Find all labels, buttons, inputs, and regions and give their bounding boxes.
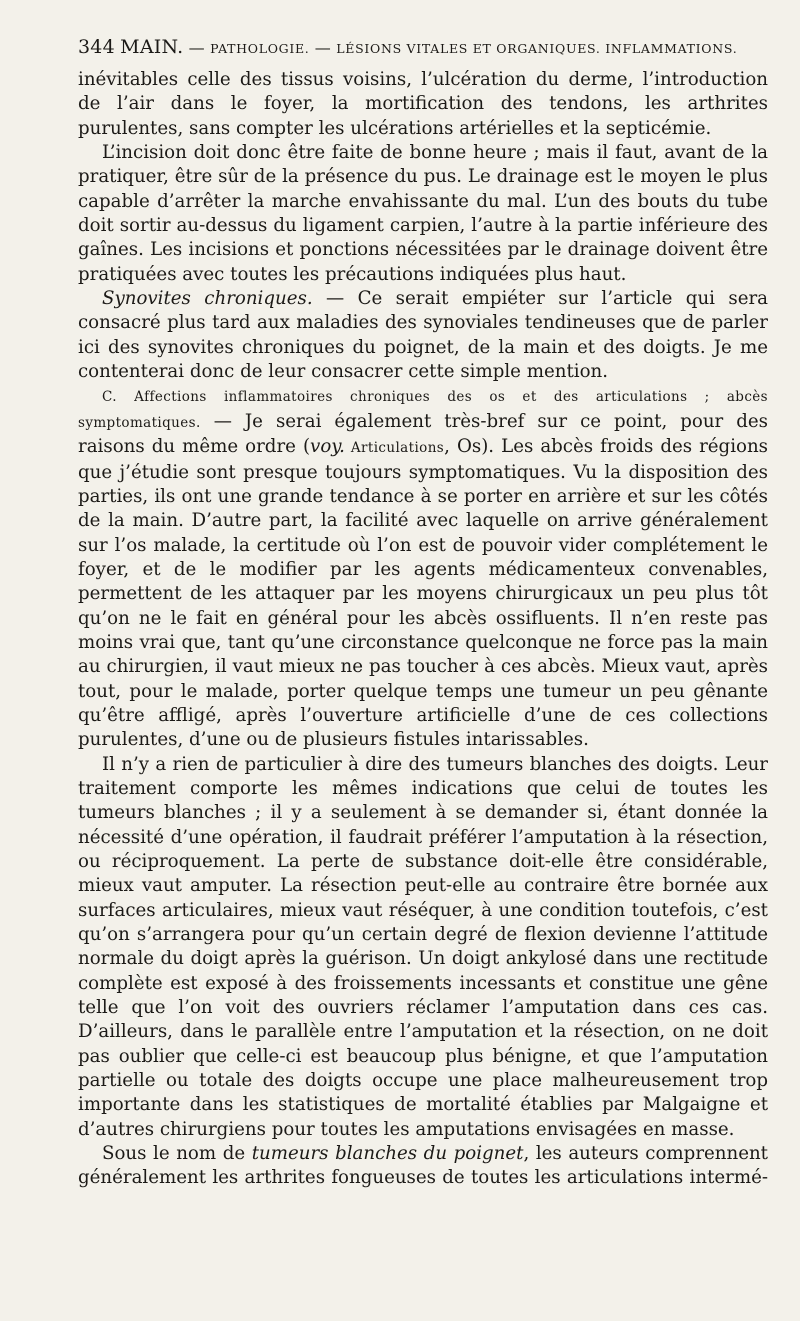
section-heading-affections: C. Affections inflammatoires chroniques des os et des articulations ; abcès symptomatiques.: [78, 389, 768, 431]
running-header: [78, 36, 768, 58]
paragraph-4-text-b: , Os). Les abcès froids des régions que j’étudie sont presque toujours symptomatiques. Vu la disposition des parties, ils ont une grande tendance à se porter en arrière et sur les côtés de la main. D’autre part, la facilité avec laquelle on arrive généralement sur l’os malade, la certitude où l’on est de pouvoir vider complétement le foyer, et de le modifier par les agents médicamenteux convenables, permettent de les attaquer par les moyens chirurgicaux un peu plus tôt qu’on ne le fait en général pour les abcès ossifluents. Il n’en reste pas moins vrai que, tant qu’une circonstance quelconque ne force pas la main au chirurgien, il vaut mieux ne pas toucher à ces abcès. Mieux vaut, après tout, pour le malade, porter quelque temps une tumeur un peu gênante qu’être affligé, après l’ouverture artificielle d’une de ces collections purulentes, d’une ou de plusieurs fistules intarissables.: [78, 436, 769, 751]
paragraph-3: [78, 287, 768, 384]
page-body: [78, 68, 768, 1191]
paragraph-6-text-b: , les auteurs comprennent généralement les arthrites fongueuses de toutes les articulations intermé-: [78, 1143, 768, 1189]
paragraph-3-text: — Ce serait empiéter sur l’article qui sera consacré plus tard aux maladies des synoviales tendineuses que de parler ici des synovites chroniques du poignet, de la main et des doigts. Je me contenterai donc de leur consacrer cette simple mention.: [78, 288, 769, 383]
header-dash: —: [314, 38, 331, 57]
paragraph-6: [78, 1142, 768, 1191]
subject-title: LÉSIONS VITALES ET ORGANIQUES. INFLAMMATIONS.: [336, 41, 738, 56]
section-heading-synovites: Synovites chroniques.: [102, 288, 313, 310]
paragraph-4-text-a: — Je serai également très-bref sur ce point, pour des raisons du même ordre (: [78, 410, 768, 458]
cross-ref-articulations: Articulations: [344, 440, 445, 457]
paragraph-2: L’incision doit donc être faite de bonne heure ; mais il faut, avant de la pratiquer, être sûr de la présence du pus. Le drainage est le moyen le plus capable d’arrêter la marche envahissante du mal. L’un des bouts du tube doit sortir au-dessus du ligament carpien, l’autre à la partie inférieure des gaînes. Les incisions et ponctions nécessitées par le drainage doivent être pratiquées avec toutes les précautions indiquées plus haut.: [78, 142, 768, 285]
paragraph-6-text-a: Sous le nom de: [102, 1143, 252, 1165]
page-number: 344: [78, 36, 115, 58]
paragraph-4: [78, 384, 768, 752]
header-dash: —: [188, 38, 205, 57]
term-tumeurs-blanches: tumeurs blanches du poignet: [251, 1143, 524, 1165]
cross-ref-voy: voy.: [310, 436, 345, 458]
book-title: MAIN.: [120, 36, 184, 58]
paragraph-5: Il n’y a rien de particulier à dire des tumeurs blanches des doigts. Leur traitement comporte les mêmes indications que celui de toutes les tumeurs blanches ; il y a seulement à se demander si, étant donnée la nécessité d’une opération, il faudrait préférer l’amputation à la résection, ou réciproquement. La perte de substance doit-elle être considérable, mieux vaut amputer. La résection peut-elle au contraire être bornée aux surfaces articulaires, mieux vaut réséquer, à une condition toutefois, c’est qu’on s’arrangera pour qu’un certain degré de flexion devienne l’attitude normale du doigt après la guérison. Un doigt ankylosé dans une rectitude complète est exposé à des froissements incessants et constitue une gêne telle que l’on voit des ouvriers réclamer l’amputation dans ces cas. D’ailleurs, dans le parallèle entre l’amputation et la résection, on ne doit pas oublier que celle-ci est beaucoup plus bénigne, et que l’amputation partielle ou totale des doigts occupe une place malheureusement trop importante dans les statistiques de mortalité établies par Malgaigne et d’autres chirurgiens pour toutes les amputations envisagées en masse.: [78, 753, 768, 1140]
paragraph-1: inévitables celle des tissus voisins, l’ulcération du derme, l’introduction de l’air dans le foyer, la mortification des tendons, les arthrites purulentes, sans compter les ulcérations artérielles et la septicémie.: [78, 69, 768, 139]
section-title: PATHOLOGIE.: [210, 41, 310, 56]
